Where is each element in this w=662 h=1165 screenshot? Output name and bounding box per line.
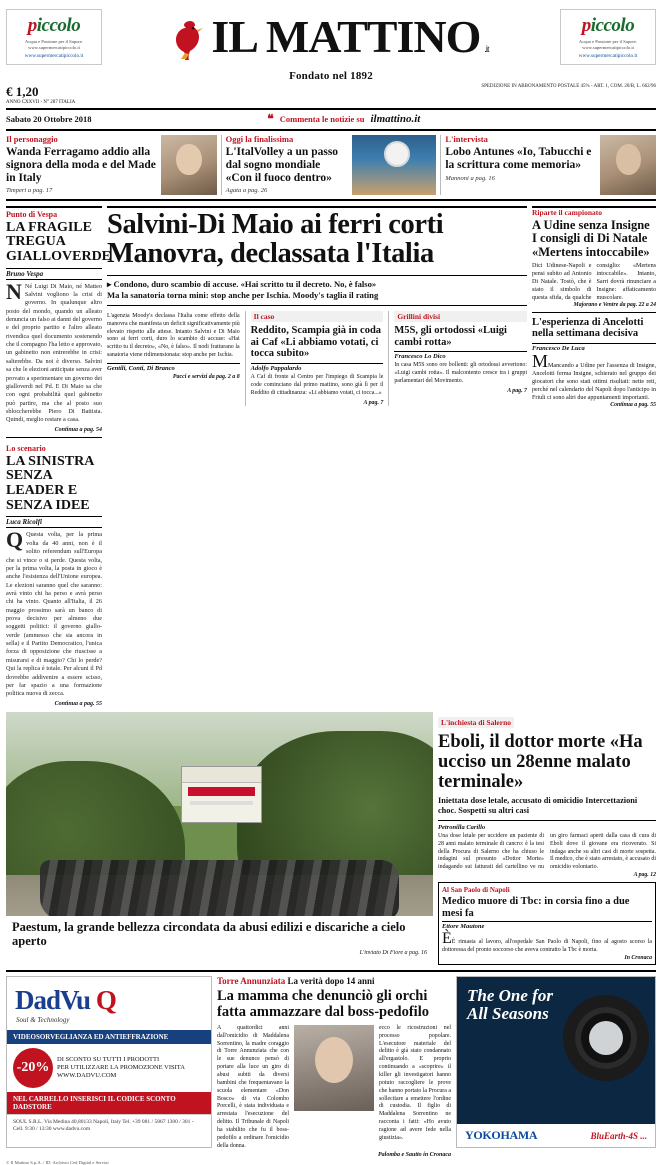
nameplate-domain: .it [484,43,489,54]
tyre-model-name: BluEarth-4S ... [590,1130,647,1141]
comment-strip[interactable] [92,112,596,127]
dadvu-offer-text [57,1056,185,1080]
article-byline: Ettore Mautone [442,921,652,930]
article-headline[interactable]: M5S, gli ortodossi «Luigi cambi rotta» [394,324,507,348]
article-page-ref[interactable]: A pag. 7 [363,399,384,406]
dadvu-offer-row [7,1044,211,1092]
piccolo-logo-left: piccolo [27,15,81,37]
article-ancelotti[interactable] [532,317,656,408]
article-byline: Francesco De Luca [532,343,656,352]
article-san-paolo[interactable] [438,882,656,965]
article-page-ref[interactable]: A pag. 7 [507,387,528,394]
article-headline[interactable]: La mamma che denunciò gli orchi fatta ammazzare dal boss-pedofilo [217,988,429,1020]
paestum-illegal-dump-photo [6,712,433,960]
article-kicker: L'inchiesta di Salerno [438,717,514,728]
center-lead-article[interactable] [107,311,246,406]
article-byline: Adolfo Pappalardo [251,363,384,372]
price: € 1,20 ANNO CXXVII - N° 287 ITALIA [6,84,76,105]
lead-footer[interactable]: Pacci e servizi da pag. 2 a 8 [172,374,240,380]
photo-credit[interactable]: L'inviato Di Fiore a pag. 16 [359,949,427,956]
warning-sign [181,766,262,823]
article-title[interactable]: LA SINISTRA SENZA LEADER E SENZA IDEE [6,453,94,513]
page-title [102,13,560,62]
piccolo-tagline-right: Acqua e Passione per il Sapore. www.supermercatipiccolo.it [578,39,638,50]
piccolo-site-right: www.supermercatipiccolo.it [578,52,638,59]
nameplate-wrap [102,13,560,62]
article-headline[interactable]: A Udine senza Insigne I consigli di Di Natale «Mertens intoccabile» [532,217,650,259]
article-kicker: Lo scenario [6,443,46,453]
teaser-kicker: Il personaggio [6,133,58,144]
volleyball-photo [352,135,436,195]
teaser-footer: Agata a pag. 26 [225,187,268,195]
article-body: A Caf di fronte al Centro per l'impiego di Scampia le code cominciano dal primo mattino, sono già lì per il Reddito di cittadinanza: «Li abbiamo votati, ci tocca...» [250,374,384,396]
article-kicker-secondary: La verità dopo 14 anni [287,976,375,987]
article-campionato[interactable] [532,208,656,309]
lead-body: L'agenzia Moody's declassa l'Italia come effetto della manovra che manifesta un deficit significativamente più elevato rispetto alle attese. Intanto Salvini e Di Maio sono ai ferri corti, duro lo scambio di accuse: «Hai scritto tu il decreto», «No, è falso». Il nodi fratturano la sanatoria viene ridimensionata: stop anche per Ischia. [107,312,240,359]
article-byline: Bruno Vespa [6,268,102,280]
price-note: ANNO CXXVII - N° 287 ITALIA [6,100,76,105]
teaser-volley[interactable] [226,135,442,195]
price-row [6,84,656,109]
article-kicker: Riparte il campionato [532,207,602,217]
divider [6,437,102,438]
center-subarticles [107,311,527,406]
article-body: In casa M5S sono ore bollenti: gli ortodossi avvertono: «Luigi cambi rotta». Il malcontento cresce tra i gruppi parlamentari del Movimento. [394,362,528,385]
article-page-ref[interactable]: In Cronaca [624,955,652,962]
yokohama-advertisement[interactable] [456,976,656,1148]
dadvu-logo: DadVu Q [15,985,116,1016]
article-byline: Francesco Lo Dico [394,351,527,360]
article-kicker: Punto di Vespa [6,209,58,219]
feature-area [6,712,656,965]
main-subheadline [107,275,527,306]
dropcap: N [6,278,22,304]
offer-site[interactable]: WWW.DADVU.COM [57,1072,117,1080]
dadvu-promo-code-band: NEL CARRELLO INSERISCI IL CODICE SCONTO DADSTORE [7,1092,211,1114]
teaser-kicker: L'intervista [445,133,488,144]
article-continues[interactable]: Continua a pag. 55 [610,401,656,408]
article-page-ref[interactable]: A pag. 12 [633,871,656,878]
torre-annunziata-article[interactable] [217,976,451,1158]
article-byline: Petronilla Carillo [438,824,486,832]
tyre-image [563,995,649,1081]
comment-label: Commenta le notizie su [279,114,365,124]
masthead-ad-left[interactable] [6,9,102,65]
dadvu-logo-mark: Q [95,985,116,1016]
article-byline-footer: Palomba e Sautto in Cronaca [377,1152,451,1159]
subheadline-line-2: Ma la sanatoria torna mini: stop anche per Ischia. Moody's taglia il rating [107,290,379,301]
copyright-footer: © Il Mattino S.p.A. / ID: Archivio Ced Digital e Servizi [6,1160,109,1165]
offer-line-2: PER UTILIZZARE LA PROMOZIONE VISITA [57,1063,185,1071]
nameplate-text: IL MATTINO [211,11,481,63]
discount-badge: -20% [13,1048,53,1088]
article-body: Q Questa volta, per la prima volta da 40 anni, non è il solito referendum sull'Europa che si vince o si perde. Questa volta, per la prima volta, la posta in gioco è anche l'esistenza dell'Unione europea. Le elezioni saranno quel che saranno: avrà vinto chi ha perso e avrà perso chi ha vinto. Quanto all'Italia, il 26 maggio prossimo sarà un banco di prova decisivo per almeno due soggetti politici: il governo giallo-verde (ammesso che sia ancora in sella) e il Partito Democratico, l'unica forza di opposizione che riuscisse a misurarsi e di maggio? Chi lo perde? Qui la replica è totale. Per alcuni il Pd dovrebbe addivenire a essere scisso, per far spazio a una formazione politica nuova di zecca. [6,527,102,698]
publication-date: Sabato 20 Ottobre 2018 [6,114,92,124]
subheadline-line-1: ▸ Condono, duro scambio di accuse. «Hai scritto tu il decreto. No, è falso» [107,278,377,289]
article-body: Dici Udinese-Napoli e pensi subito ad Antonio Di Natale. Tostò, che è stato il simbolo di questa sfida, da qualche consiglio: «Mertens intoccabile». Intanto, Sarri dovrà rinunciare a Insigne: affaticamento muscolare. [532,263,656,302]
article-page-ref[interactable]: Majorano e Ventre da pag. 22 a 24 [573,302,656,309]
ad-line-2: All Seasons [467,1003,549,1023]
divider [532,312,656,313]
article-kicker: Al San Paolo di Napoli [442,885,510,894]
rooster-icon [173,13,207,62]
comment-site-link[interactable]: ilmattino.it [370,113,421,125]
article-subheadline: Iniettata dose letale, accusato di omicidio Intercettazioni choc. Sospetti su altri casi [438,796,656,822]
bullet-arrow-icon: ▸ [107,278,112,289]
teaser-footer: Mannoni a pag. 16 [445,174,495,182]
article-body-right: ecco le ricostruzioni nel processo popolare. L'esecutore materiale del delitto è già stato condannato all'ergastolo. E proprio continuando a «scoprire» il killer gli investigatori hanno potuto raccogliere le prove che hanno portato la Procura a sollecitare a emettere l'ordine di custodia. Il figlio di Maddalena Sorrentino ne racconta i fatti: «Ho avuto ragione ad avere fede nella giustizia». [379,1024,451,1141]
article-kicker: Grillini divisi [394,311,527,322]
teaser-intervista[interactable] [445,135,656,195]
masthead-ad-right[interactable] [560,9,656,65]
salerno-investigation-block [438,712,656,965]
lo-scenario-article[interactable] [6,442,102,707]
article-body-left: A quattordici anni dall'omicidio di Maddalena Sorrentino, la madre coraggio di Torre Annunziata che con le sue denunce pensò di portare alla luce un giro di abusi subiti da diversi bambini che frequentavano la scuola elementare «Don Bosco» di via Colombo Porcelli, è stata individuata e arrestata l'esecuzione del delitto. Il Tribunale di Napoli ha stabilito che fu il boss-pedofilo a ordinare l'omicidio della donna. [217,1024,289,1149]
dadvu-advertisement[interactable] [6,976,212,1148]
article-byline: Luca Ricolfi [6,516,102,528]
bottom-area [6,970,656,1158]
ad-line-1: The One for [467,986,553,1006]
article-headline[interactable]: Eboli, il dottor morte «Ha ucciso un 28enne malato terminale» [438,731,643,792]
article-headline[interactable]: L'esperienza di Ancelotti nella settimana decisiva [532,317,644,340]
right-column [532,206,656,707]
article-kicker: Il caso [251,311,384,322]
article-kicker: Torre Annunziata La verità dopo 14 anni [217,976,375,987]
article-content [217,1025,451,1151]
teaser-headline[interactable]: Lobo Antunes «Io, Tabucchi e la scrittura come memoria» [445,145,592,171]
dropcap: È [442,930,452,948]
article-continues[interactable]: Continua a pag. 54 [54,426,102,433]
photo-caption: Paestum, la grande bellezza circondata da abusi edilizi e discariche a cielo aperto [12,919,406,948]
left-column [6,206,112,707]
piccolo-tagline-left: Acqua e Passione per il Sapore. www.supermercatipiccolo.it [24,39,84,50]
article-title[interactable]: LA FRAGILE TREGUA GIALLOVERDE [6,219,112,264]
article-headline[interactable]: Reddito, Scampia già in coda ai Caf «Li abbiamo votati, ci tocca subito» [250,324,382,360]
article-grillini-divisi[interactable] [394,311,527,406]
offer-line-1: DI SCONTO SU TUTTI I PRODOTTI [57,1055,160,1063]
lead-byline: Gentili, Conti, Di Branco [107,363,240,372]
main-area [6,206,656,707]
teaser-headline[interactable]: Wanda Ferragamo addio alla signora della moda e del Made in Italy [6,145,156,184]
quote-bubble-icon: ❝ [267,111,274,126]
piccolo-logo-right: piccolo [581,15,635,37]
ad-brand-band [457,1124,655,1147]
founded-line: Fondato nel 1892 [289,70,373,82]
article-body: N Né Luigi Di Maio, né Matteo Salvini vogliono la crisi di governo. In qualunque altro posto del mondo, quando un alleato denuncia un falso ai danni del governo e del proprio partito e l'altro alleato rivendica quel documento sostenendo che il compagno l'ha letto e approvato, un gabinetto non entrerebbe in crisi: salterebbe. Da noi è diverso. Salvini sa che le elezioni anticipate senza aver provato a sperimentare un governo dei gialloverdi nel Pd. E Di Maio sa che con ogni probabilità quel gabinetto può partire, ma che al posto suo sbloccherebbe Piero Di Battista. Quindi, meglio restare a casa. [6,278,102,424]
center-column [107,206,527,707]
dropcap: M [532,350,549,371]
piccolo-site-left: www.supermercatipiccolo.it [24,52,84,59]
photo-caption-box [6,916,433,960]
article-continues[interactable]: Continua a pag. 55 [54,700,102,707]
main-headline[interactable]: Salvini-Di Maio ai ferri corti Manovra, declassata l'Italia [107,208,444,270]
article-il-caso[interactable] [251,311,390,406]
dadvu-band: VIDEOSORVEGLIANZA ED ANTIEFFRAZIONE [7,1030,211,1044]
lobo-antunes-photo [600,135,656,195]
yokohama-logo: YOKOHAMA [465,1128,538,1143]
dadvu-tagline: Soul & Technology [16,1016,70,1025]
top-teasers [6,135,656,201]
wanda-ferragamo-photo [161,135,217,195]
article-headline[interactable]: Medico muore di Tbc: in corsia fino a due mesi fa [442,895,630,919]
article-body: MMancando a Udine per l'assenza di Insigne, Ancelotti ferma Insigne, schierato nel gruppo dei giocatori che sono stati ottimi risultati: nette reti, perché nel calendario del Napoli dopo l'anticipo in Friuli ci sono altri due appuntamenti importanti. [532,350,656,401]
article-body: Una dose letale per uccidere un paziente di 28 anni malato terminale di cancro: è la tesi della Procura di Salerno che ha chiuso le indagini sul presunto «Dottor Morte» indagando sui fatturati del cartellino ve nu un giro farmaci aperti dalla casa di cura di Eboli dove il giovane era ricoverato. Si indaga anche su altri casi di morte sospetta. Il medico, che è stato arrestato, è accusato di omicidio volontario. [438,833,656,871]
torre-annunziata-victim-photo [294,1025,374,1111]
dateline-bar [6,109,656,131]
punto-di-vespa-article[interactable] [6,208,112,433]
masthead [6,4,656,68]
teaser-personaggio[interactable] [6,135,222,195]
teaser-footer: Timperi a pag. 17 [6,187,53,195]
dadvu-contact-info: SOUL S.R.L. Via Medina 40,80133 Napoli, Italy Tel. +39 081 / 5867 1300 / 301 - Cell. 9:30 / 13:30 www.dadvu.com [7,1114,211,1137]
teaser-kicker: Oggi la finalissima [225,133,294,144]
dropcap: Q [6,527,24,553]
issue-info: SPEDIZIONE IN ABBONAMENTO POSTALE 45% - ART. 1, COM. 20/B, L. 662/96 [481,84,656,89]
article-body: ÈÈ rimasta al lavoro, all'ospedale San Paolo di Napoli, fino al agosto scorso la dottoressa del pronto soccorso che aveva contratto la Tbc è morta. [442,930,652,954]
teaser-headline[interactable]: L'ItalVolley a un passo dal sogno mondiale «Con il fuoco dentro» [225,145,339,184]
